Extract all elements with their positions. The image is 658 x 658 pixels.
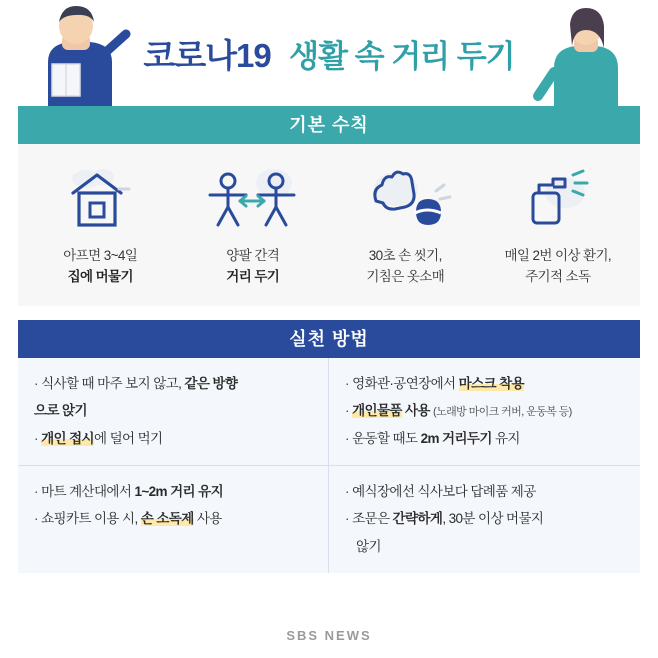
practice-line: · 마트 계산대에서 1~2m 거리 유지 — [34, 483, 224, 499]
practice-line — [345, 535, 626, 559]
practice-text: 운동할 때도 — [352, 431, 421, 447]
basic-rule-item — [177, 160, 330, 288]
practice-line: · 쇼핑카트 이용 시, 손 소독제 사용 — [34, 511, 222, 527]
practice-line: · 식사할 때 마주 보지 않고, 같은 방향 — [34, 375, 238, 391]
practice-highlight: 마스크 착용 — [458, 375, 524, 391]
basic-rule-text — [486, 246, 631, 288]
basic-rule-line1: 아프면 3~4일 — [63, 248, 138, 263]
practice-text: 영화관·공연장에서 — [352, 375, 459, 391]
basic-rule-text — [28, 246, 173, 288]
practice-emphasis: 으로 앉기 — [34, 403, 87, 419]
basic-rule-line2: 거리 두기 — [226, 268, 280, 284]
page-title — [0, 30, 658, 77]
practice-note: (노래방 마이크 커버, 운동복 등) — [433, 406, 572, 419]
basic-rule-line1: 매일 2번 이상 환기, — [504, 248, 612, 263]
practice-emphasis: 1~2m 거리 유지 — [134, 483, 224, 499]
header — [0, 0, 658, 106]
basic-rules-list — [18, 144, 640, 306]
practice-text: 사용 — [401, 403, 434, 419]
basic-rule-line1: 30초 손 씻기, — [368, 248, 442, 263]
section-title-basic: 기본 수칙 — [18, 106, 640, 144]
sbs-news-logo: SBS NEWS — [286, 627, 372, 643]
practice-emphasis: 같은 방향 — [184, 375, 238, 391]
practice-text: 사용 — [193, 511, 222, 527]
title-sub: 생활 속 거리 두기 — [289, 39, 515, 74]
practice-methods-grid — [18, 358, 640, 573]
practice-line: · 영화관·공연장에서 마스크 착용 — [345, 375, 524, 391]
practice-cell-bottom-right — [329, 465, 640, 573]
practice-emphasis: 간략하게 — [392, 511, 443, 527]
practice-text: , 30분 이상 머물지 — [442, 511, 544, 527]
practice-highlight: 손 소독제 — [140, 511, 194, 527]
basic-rule-item — [482, 160, 635, 288]
basic-rule-text — [181, 246, 326, 288]
arms-distance-icon — [181, 160, 326, 238]
basic-rule-item — [24, 160, 177, 288]
basic-rule-text — [333, 246, 478, 288]
practice-line: · 예식장에선 식사보다 답례품 제공 — [345, 483, 536, 499]
practice-text: 조문은 — [352, 511, 393, 527]
practice-line: · 조문은 간략하게, 30분 이상 머물지 — [345, 511, 544, 527]
practice-highlight: 개인물품 — [352, 403, 402, 419]
practice-text: 에 덜어 먹기 — [93, 431, 163, 447]
section-title-practice: 실천 방법 — [18, 320, 640, 358]
practice-highlight: 개인 접시 — [41, 431, 94, 447]
practice-line — [34, 399, 314, 423]
house-icon — [28, 160, 173, 238]
practice-text: 유지 — [491, 431, 520, 447]
practice-text: 예식장에선 식사보다 답례품 제공 — [352, 483, 536, 499]
practice-cell-top-right — [329, 358, 640, 465]
footer — [0, 612, 658, 658]
spray-disinfect-icon — [486, 160, 631, 238]
practice-text: 쇼핑카트 이용 시, — [41, 511, 141, 527]
basic-rule-item — [329, 160, 482, 288]
practice-text: 않기 — [356, 538, 381, 554]
practice-emphasis: 2m 거리두기 — [420, 431, 492, 447]
practice-cell-bottom-left — [18, 465, 329, 573]
practice-line: · 운동할 때도 2m 거리두기 유지 — [345, 431, 520, 447]
basic-rule-line2: 기침은 옷소매 — [366, 268, 445, 284]
basic-rule-line2: 집에 머물기 — [67, 268, 133, 284]
basic-rule-line1: 양팔 간격 — [226, 248, 280, 263]
basic-rule-line2: 주기적 소독 — [525, 268, 591, 284]
practice-cell-top-left — [18, 358, 329, 465]
hand-washing-icon — [333, 160, 478, 238]
practice-text: 식사할 때 마주 보지 않고, — [41, 375, 185, 391]
title-main: 코로나19 — [143, 37, 271, 74]
practice-line: · 개인물품 사용 (노래방 마이크 커버, 운동복 등) — [345, 403, 572, 419]
practice-line: · 개인 접시에 덜어 먹기 — [34, 431, 163, 447]
practice-text: 마트 계산대에서 — [41, 483, 135, 499]
